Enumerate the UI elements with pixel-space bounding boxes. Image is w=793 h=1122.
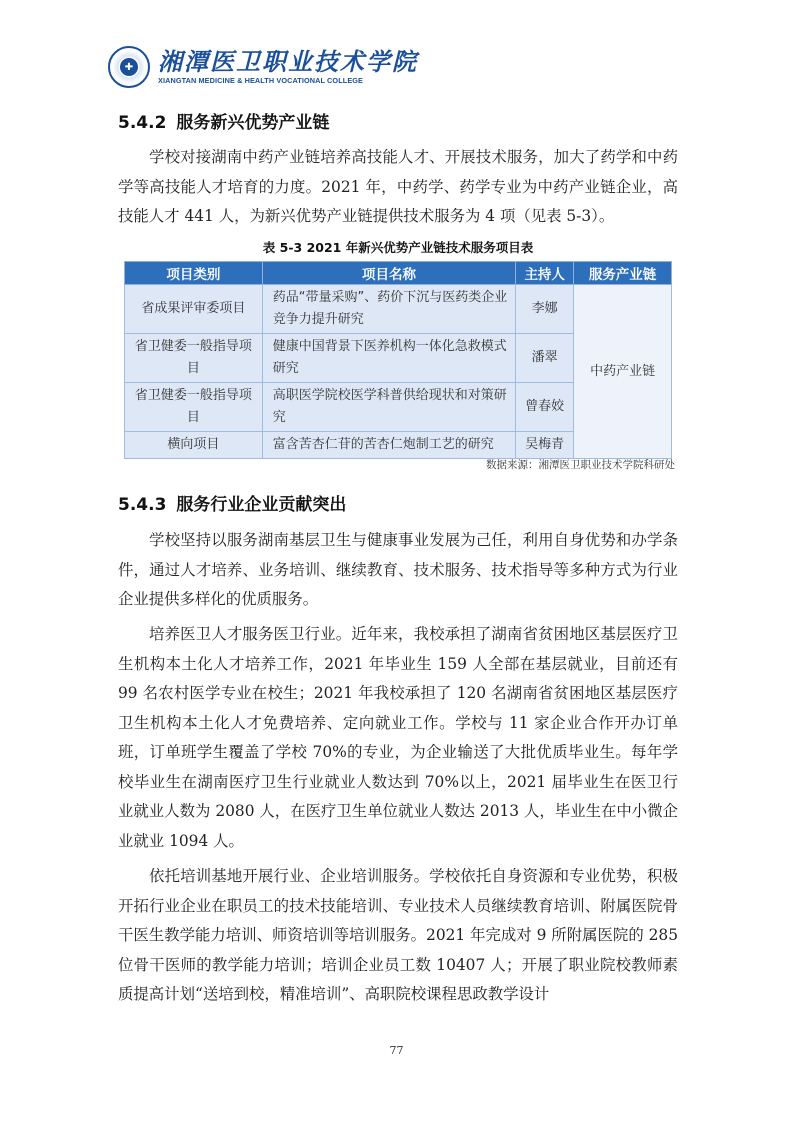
industry-chain: 中药产业链 — [574, 285, 672, 459]
project-name: 富含苦杏仁苷的苦杏仁炮制工艺的研究 — [262, 432, 516, 459]
page-header — [108, 46, 418, 88]
college-emblem-icon — [108, 46, 150, 88]
column-header: 项目名称 — [262, 262, 516, 285]
section-heading-542 — [118, 108, 329, 133]
column-header: 项目类别 — [125, 262, 263, 285]
project-host: 吴梅青 — [516, 432, 574, 459]
project-category: 省卫健委一般指导项目 — [125, 383, 263, 432]
project-category: 横向项目 — [125, 432, 263, 459]
project-category: 省成果评审委项目 — [125, 285, 263, 334]
table-row — [125, 285, 672, 334]
project-name: 健康中国背景下医养机构一体化急救模式研究 — [262, 334, 516, 383]
project-host: 潘翠 — [516, 334, 574, 383]
section-title: 服务行业企业贡献突出 — [176, 495, 347, 515]
college-name-en: XIANGTAN MEDICINE & HEALTH VOCATIONAL COLLEGE — [158, 76, 364, 85]
table-source: 数据来源：湘潭医卫职业技术学院科研处 — [486, 459, 675, 471]
section-number: 5.4.3 — [118, 495, 167, 515]
project-category: 省卫健委一般指导项目 — [125, 334, 263, 383]
table-header-row — [125, 262, 672, 285]
column-header: 主持人 — [516, 262, 574, 285]
project-host: 曾春姣 — [516, 383, 574, 432]
page-number: 77 — [389, 1044, 404, 1057]
emblem-center: ✚ — [120, 58, 138, 76]
paragraph: 学校对接湖南中药产业链培养高技能人才、开展技术服务，加大了药学和中药学等高技能人才培育的力度。2021 年，中药学、药学专业为中药产业链企业，高技能人才 441 人，为新兴优势产业链提供技术服务为 4 项（见表 5-3）。 — [118, 148, 678, 225]
paragraph: 培养医卫人才服务医卫行业。近年来，我校承担了湖南省贫困地区基层医疗卫生机构本土化人才培养工作，2021 年毕业生 159 人全部在基层就业，目前还有 99 名农村医学专业在校生；2021 年我校承担了 120 名湖南省贫困地区基层医疗卫生机构本土化人才免费培养、定向就业工作。学校与 11 家企业合作开办订单班，订单班学生覆盖了学校 70%的专业，为企业输送了大批优质毕业生。每年学校毕业生在湖南医疗卫生行业就业人数达到 70%以上，2021 届毕业生在医卫行业就业人数为 2080 人，在医疗卫生单位就业人数达 2013 人，毕业生在中小微企业就业 1094 人。 — [118, 625, 678, 850]
project-name: 高职医学院校医学科普供给现状和对策研究 — [262, 383, 516, 432]
column-header: 服务产业链 — [574, 262, 672, 285]
table-caption: 表 5-3 2021 年新兴优势产业链技术服务项目表 — [262, 240, 534, 255]
section-title: 服务新兴优势产业链 — [176, 113, 330, 133]
paragraph: 学校坚持以服务湖南基层卫生与健康事业发展为己任，利用自身优势和办学条件，通过人才培养、业务培训、继续教育、技术服务、技术指导等多种方式为行业企业提供多样化的优质服务。 — [118, 531, 678, 608]
project-name: 药品“带量采购”、药价下沉与医药类企业竞争力提升研究 — [262, 285, 516, 334]
project-host: 李娜 — [516, 285, 574, 334]
section-heading-543 — [118, 490, 346, 515]
college-logo-text — [158, 48, 418, 86]
college-name-cn: 湘潭医卫职业技术学院 — [158, 47, 418, 76]
section-number: 5.4.2 — [118, 113, 167, 133]
service-projects-table — [124, 261, 672, 459]
paragraph: 依托培训基地开展行业、企业培训服务。学校依托自身资源和专业优势，积极开拓行业企业在职员工的技术技能培训、专业技术人员继续教育培训、附属医院骨干医生教学能力培训、师资培训等培训服务。2021 年完成对 9 所附属医院的 285 位骨干医师的教学能力培训；培训企业员工数 10407 人；开展了职业院校教师素质提高计划“送培到校，精准培训”、高职院校课程思政教学设计 — [118, 867, 678, 1003]
